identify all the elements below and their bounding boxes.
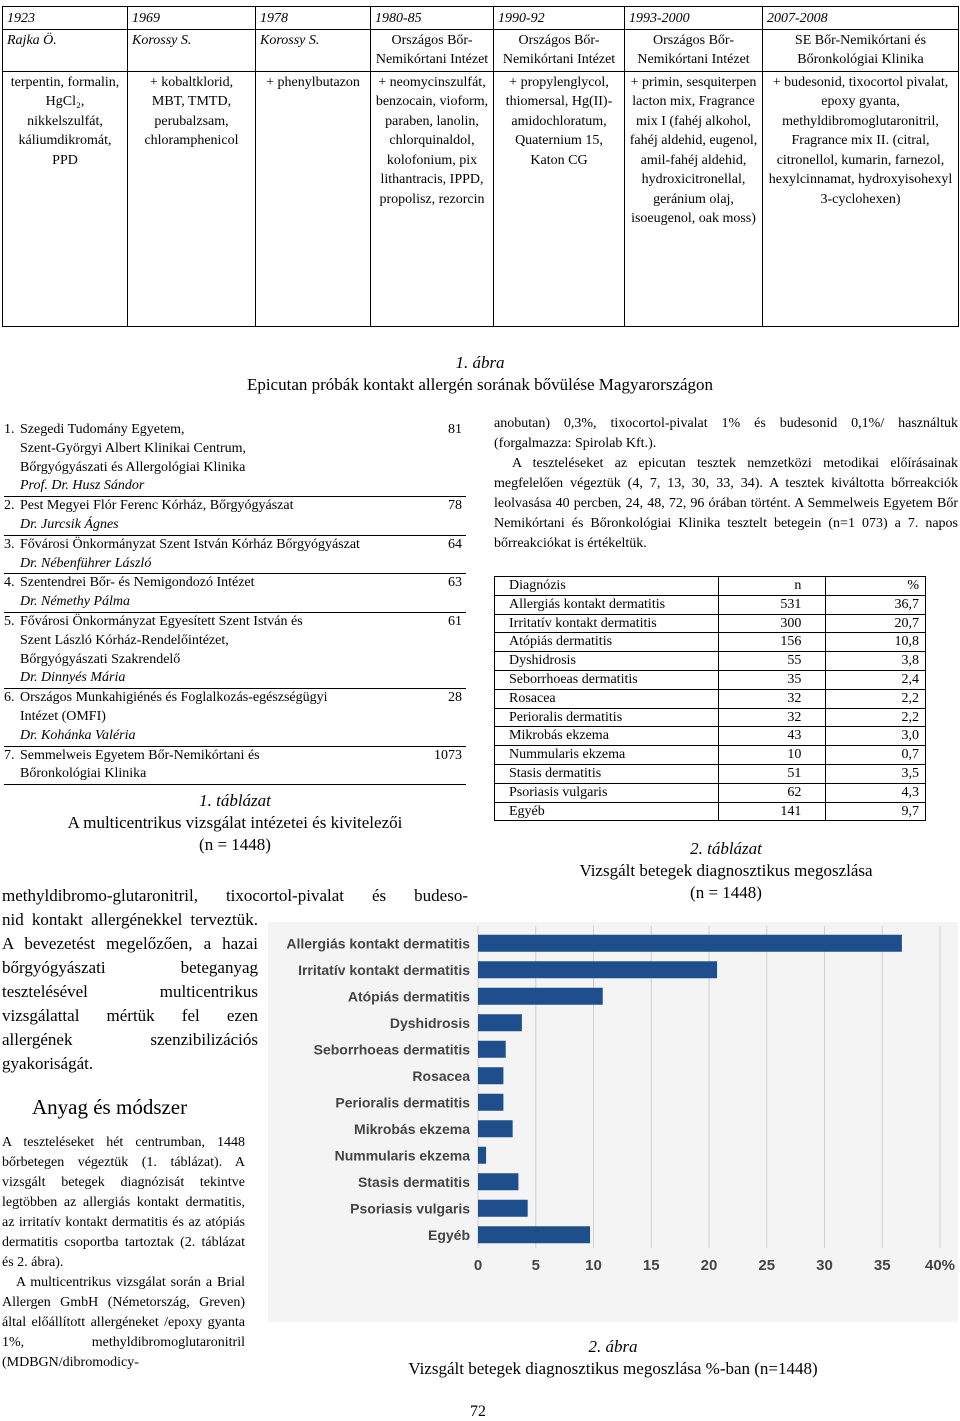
- methods-text: [2, 1133, 245, 1373]
- principal-investigator: Prof. Dr. Husz Sándor: [20, 478, 145, 494]
- diagnosis-cell: Egyéb: [495, 802, 719, 821]
- diagnosis-cell: Allergiás kontakt dermatitis: [495, 595, 719, 614]
- allergen-cell: terpentin, formalin, HgCl₂, nikkelszulfát, káliumdikromát, PPD: [3, 71, 128, 326]
- principal-investigator: Dr. Dinnyés Mária: [20, 670, 126, 686]
- bar: [478, 1120, 513, 1137]
- patient-count: 64: [448, 536, 462, 552]
- figure1-authors-row: [3, 29, 959, 71]
- table1-row: [4, 574, 466, 613]
- category-label: Psoriasis vulgaris: [350, 1200, 470, 1217]
- institution-line: Intézet (OMFI): [20, 708, 106, 724]
- table1-row: [4, 497, 466, 536]
- count-cell: 35: [718, 670, 826, 689]
- institution-line: Pest Megyei Flór Ferenc Kórház, Bőrgyógyászat: [20, 498, 294, 514]
- count-cell: 156: [718, 633, 826, 652]
- percent-cell: 3,5: [826, 764, 926, 783]
- allergen-cell: + neomycinszulfát, benzocain, vioform, paraben, lanolin, chlorquinaldol, kolofonium, pix lithantracis, IPPD, propolisz, rezorcin: [371, 71, 494, 326]
- percent-cell: 2,2: [826, 708, 926, 727]
- author-cell: Korossy S.: [256, 29, 371, 71]
- table2-caption-num: 2. táblázat: [690, 839, 762, 858]
- patient-count: 78: [448, 498, 462, 514]
- bar: [478, 1094, 503, 1111]
- table1-caption-n: (n = 1448): [199, 835, 271, 854]
- table2-row: [495, 708, 926, 727]
- bar-chart: [268, 922, 958, 1322]
- row-number: 3.: [4, 536, 15, 552]
- patient-count: 63: [448, 575, 462, 591]
- section-heading: Anyag és módszer: [32, 1095, 188, 1119]
- percent-cell: 10,8: [826, 633, 926, 652]
- year-cell: 1993-2000: [625, 7, 763, 30]
- figure1-allergens-row: [3, 71, 959, 326]
- figure1-caption-num: 1. ábra: [455, 353, 505, 372]
- diagnosis-cell: Seborrhoeas dermatitis: [495, 670, 719, 689]
- count-cell: 62: [718, 783, 826, 802]
- patient-count: 1073: [434, 747, 462, 763]
- percent-cell: 20,7: [826, 614, 926, 633]
- author-cell: Országos Bőr-Nemikórtani Intézet: [371, 29, 494, 71]
- category-label: Dyshidrosis: [389, 1014, 470, 1031]
- patient-count: 28: [448, 690, 462, 706]
- percent-cell: 9,7: [826, 802, 926, 821]
- category-label: Egyéb: [427, 1226, 470, 1243]
- figure1-years-row: [3, 7, 959, 30]
- category-label: Rosacea: [412, 1067, 470, 1084]
- author-cell: Országos Bőr-Nemikórtani Intézet: [625, 29, 763, 71]
- table1: [4, 421, 466, 785]
- diagnosis-cell: Psoriasis vulgaris: [495, 783, 719, 802]
- paragraph: A teszteléseket hét centrumban, 1448 bőrbetegen végeztük (1. táblázat). A vizsgált betegek diagnózisát tekintve legtöbben az allergiás kontakt dermatitis, az irritatív kontakt dermatitis és az atópiás dermatitis csoportba tartoztak (2. táblázat és 2. ábra).: [2, 1135, 245, 1270]
- table2-caption-title: Vizsgált betegek diagnosztikus megoszlása: [579, 861, 873, 880]
- bar: [478, 1173, 518, 1190]
- category-label: Atópiás dermatitis: [347, 988, 470, 1005]
- x-tick-label: 10: [585, 1257, 602, 1274]
- percent-cell: 2,4: [826, 670, 926, 689]
- x-tick-label: 40%: [924, 1257, 956, 1274]
- bar: [478, 988, 603, 1005]
- percent-cell: %: [826, 577, 926, 596]
- intro-wide-line: methyldibromo-glutaronitril, tixocortol-pivalat és budeso-: [2, 886, 468, 905]
- percent-cell: 3,0: [826, 727, 926, 746]
- x-tick-label: 20: [700, 1257, 718, 1274]
- count-cell: 531: [718, 595, 826, 614]
- row-number: 5.: [4, 613, 15, 629]
- x-tick-label: 35: [873, 1257, 891, 1274]
- patient-count: 81: [448, 422, 462, 437]
- institution-line: Fővárosi Önkormányzat Egyesített Szent István és: [20, 613, 303, 629]
- bar: [478, 1067, 503, 1084]
- bar: [478, 1147, 486, 1164]
- author-cell: Korossy S.: [128, 29, 256, 71]
- category-label: Nummularis ekzema: [334, 1147, 470, 1164]
- category-label: Mikrobás ekzema: [354, 1120, 470, 1137]
- diagnosis-cell: Irritatív kontakt dermatitis: [495, 614, 719, 633]
- right-column-text: [494, 414, 958, 554]
- category-label: Stasis dermatitis: [357, 1173, 470, 1190]
- row-number: 4.: [4, 575, 15, 591]
- allergen-cell: + primin, sesquiterpen lacton mix, Fragrance mix I (fahéj alkohol, fahéj aldehid, eugenol, amil-fahéj aldehid, hydroxicitronellal, geránium olaj, isoeugenol, oak moss): [625, 71, 763, 326]
- figure1-table: [2, 6, 959, 327]
- year-cell: 1990-92: [494, 7, 625, 30]
- allergen-cell: + kobaltklorid, MBT, TMTD, perubalzsam, chloramphenicol: [128, 71, 256, 326]
- year-cell: 1923: [3, 7, 128, 30]
- table2-row: [495, 614, 926, 633]
- count-cell: 141: [718, 802, 826, 821]
- paragraph: A teszteléseket az epicutan tesztek nemzetközi metodikai előírásainak megfelelően végeztük (4, 7, 13, 30, 33, 34). A tesztek kiváltotta bőrreakciók leolvasása 40 percben, 24, 48, 72, 96 órában történt. A Semmelweis Egyetem Bőr Nemikórtani és Bőronkológiai Klinika tesztelt betegein (n=1 073) a 7. napos bőrreakciókat is értékeltük.: [494, 456, 958, 551]
- allergen-cell: + propylenglycol, thiomersal, Hg(II)-amidochloratum, Quaternium 15, Katon CG: [494, 71, 625, 326]
- x-tick-label: 30: [816, 1257, 833, 1274]
- category-label: Seborrhoeas dermatitis: [313, 1041, 470, 1058]
- year-cell: 1978: [256, 7, 371, 30]
- year-cell: 2007-2008: [763, 7, 959, 30]
- percent-cell: 36,7: [826, 595, 926, 614]
- x-tick-label: 0: [473, 1257, 483, 1274]
- figure2-caption: [268, 1336, 958, 1380]
- bar-chart-svg: [268, 922, 958, 1322]
- diagnosis-cell: Nummularis ekzema: [495, 746, 719, 765]
- institution-line: Bőrgyógyászati és Allergológiai Klinika: [20, 459, 246, 475]
- paragraph: anobutan) 0,3%, tixocortol-pivalat 1% és budesonid 0,1%/ használtuk (forgalmazza: Spirolab Kft.).: [494, 416, 958, 451]
- table2-row: [495, 727, 926, 746]
- row-number: 7.: [4, 747, 15, 763]
- x-tick-label: 15: [642, 1257, 660, 1274]
- percent-cell: 0,7: [826, 746, 926, 765]
- percent-cell: 2,2: [826, 689, 926, 708]
- table1-row: [4, 747, 466, 786]
- figure2-caption-title: Vizsgált betegek diagnosztikus megoszlása %-ban (n=1448): [408, 1359, 818, 1378]
- paragraph: A multicentrikus vizsgálat során a Brial Allergen GmbH (Németország, Greven) által előállított allergéneket /epoxy gyanta 1%, methyldibromoglutaronitril (MDBGN/dibromodicy-: [2, 1275, 245, 1370]
- table1-row: [4, 613, 466, 689]
- count-cell: n: [718, 577, 826, 596]
- institution-line: Bőronkológiai Klinika: [20, 766, 147, 782]
- figure1-caption: [0, 352, 960, 396]
- table2-caption-n: (n = 1448): [690, 883, 762, 902]
- count-cell: 43: [718, 727, 826, 746]
- table2-row: [495, 652, 926, 671]
- table1-row: [4, 689, 466, 746]
- allergen-cell: + budesonid, tixocortol pivalat, epoxy gyanta, methyldibromoglutaronitril, Fragrance mix II. (citral, citronellol, kumarin, farnezol, hexylcinnamat, hydroxyisohexyl 3-cyclohexen): [763, 71, 959, 326]
- count-cell: 32: [718, 708, 826, 727]
- table2-row: [495, 670, 926, 689]
- diagnosis-cell: Atópiás dermatitis: [495, 633, 719, 652]
- principal-investigator: Dr. Kohánka Valéria: [20, 727, 136, 743]
- category-label: Allergiás kontakt dermatitis: [286, 935, 470, 952]
- institution-line: Szentendrei Bőr- és Nemigondozó Intézet: [20, 575, 255, 591]
- table1-caption-title: A multicentrikus vizsgálat intézetei és kivitelezői: [67, 813, 403, 832]
- diagnosis-cell: Dyshidrosis: [495, 652, 719, 671]
- row-number: 1.: [4, 422, 15, 437]
- table2-caption: [494, 838, 958, 904]
- figure2-caption-num: 2. ábra: [588, 1337, 638, 1356]
- bar: [478, 961, 717, 978]
- principal-investigator: Dr. Jurcsik Ágnes: [20, 516, 119, 532]
- percent-cell: 4,3: [826, 783, 926, 802]
- author-cell: SE Bőr-Nemikórtani és Bőronkológiai Klinika: [763, 29, 959, 71]
- table2-row: [495, 633, 926, 652]
- table2-row: [495, 764, 926, 783]
- count-cell: 51: [718, 764, 826, 783]
- bar: [478, 1200, 528, 1217]
- category-label: Perioralis dermatitis: [335, 1094, 470, 1111]
- table2-row: [495, 595, 926, 614]
- row-number: 2.: [4, 498, 15, 514]
- patient-count: 61: [448, 613, 462, 629]
- category-label: Irritatív kontakt dermatitis: [298, 961, 470, 978]
- diagnosis-cell: Stasis dermatitis: [495, 764, 719, 783]
- institution-line: Szent László Kórház-Rendelőintézet,: [20, 632, 229, 648]
- count-cell: 32: [718, 689, 826, 708]
- row-number: 6.: [4, 690, 15, 706]
- institution-line: Fővárosi Önkormányzat Szent István Kórház Bőrgyógyászat: [20, 536, 360, 552]
- author-cell: Országos Bőr-Nemikórtani Intézet: [494, 29, 625, 71]
- institution-line: Szegedi Tudomány Egyetem,: [20, 422, 185, 437]
- year-cell: 1980-85: [371, 7, 494, 30]
- intro-first-lines: [2, 884, 468, 908]
- figure1-caption-title: Epicutan próbák kontakt allergén sorának bővülése Magyarországon: [246, 375, 714, 394]
- institution-line: Országos Munkahigiénés és Foglalkozás-egészségügyi: [20, 690, 328, 706]
- table1-caption: [4, 790, 466, 856]
- percent-cell: 3,8: [826, 652, 926, 671]
- table2-header-row: [495, 577, 926, 596]
- intro-paragraph: nid kontakt allergénekkel terveztük. A bevezetést megelőzően, a hazai bőrgyógyászati beteganyag tesztelésével multicentrikus vizsgálattal mértük fel ezen allergének szenzibilizációs gyakoriságát.: [2, 910, 258, 1073]
- author-cell: Rajka Ö.: [3, 29, 128, 71]
- table1-row: [4, 421, 466, 497]
- table2-row: [495, 783, 926, 802]
- bar: [478, 1041, 506, 1058]
- bar: [478, 935, 902, 952]
- principal-investigator: Dr. Nébenführer László: [20, 555, 152, 571]
- bar: [478, 1014, 522, 1031]
- table2: [494, 576, 926, 821]
- x-tick-label: 5: [531, 1257, 540, 1274]
- table2-row: [495, 689, 926, 708]
- year-cell: 1969: [128, 7, 256, 30]
- table2-row: [495, 746, 926, 765]
- institution-line: Szent-Györgyi Albert Klinikai Centrum,: [20, 440, 247, 456]
- diagnosis-cell: Perioralis dermatitis: [495, 708, 719, 727]
- principal-investigator: Dr. Némethy Pálma: [20, 594, 131, 610]
- page-number: 72: [470, 1403, 486, 1420]
- count-cell: 10: [718, 746, 826, 765]
- count-cell: 55: [718, 652, 826, 671]
- institution-line: Semmelweis Egyetem Bőr-Nemikórtani és: [20, 747, 260, 763]
- table1-row: [4, 536, 466, 575]
- bar: [478, 1226, 590, 1243]
- diagnosis-cell: Rosacea: [495, 689, 719, 708]
- diagnosis-cell: Diagnózis: [495, 577, 719, 596]
- allergen-cell: + phenylbutazon: [256, 71, 371, 326]
- institution-line: Bőrgyógyászati Szakrendelő: [20, 651, 181, 667]
- count-cell: 300: [718, 614, 826, 633]
- x-tick-label: 25: [758, 1257, 776, 1274]
- table1-caption-num: 1. táblázat: [199, 791, 271, 810]
- table2-row: [495, 802, 926, 821]
- diagnosis-cell: Mikrobás ekzema: [495, 727, 719, 746]
